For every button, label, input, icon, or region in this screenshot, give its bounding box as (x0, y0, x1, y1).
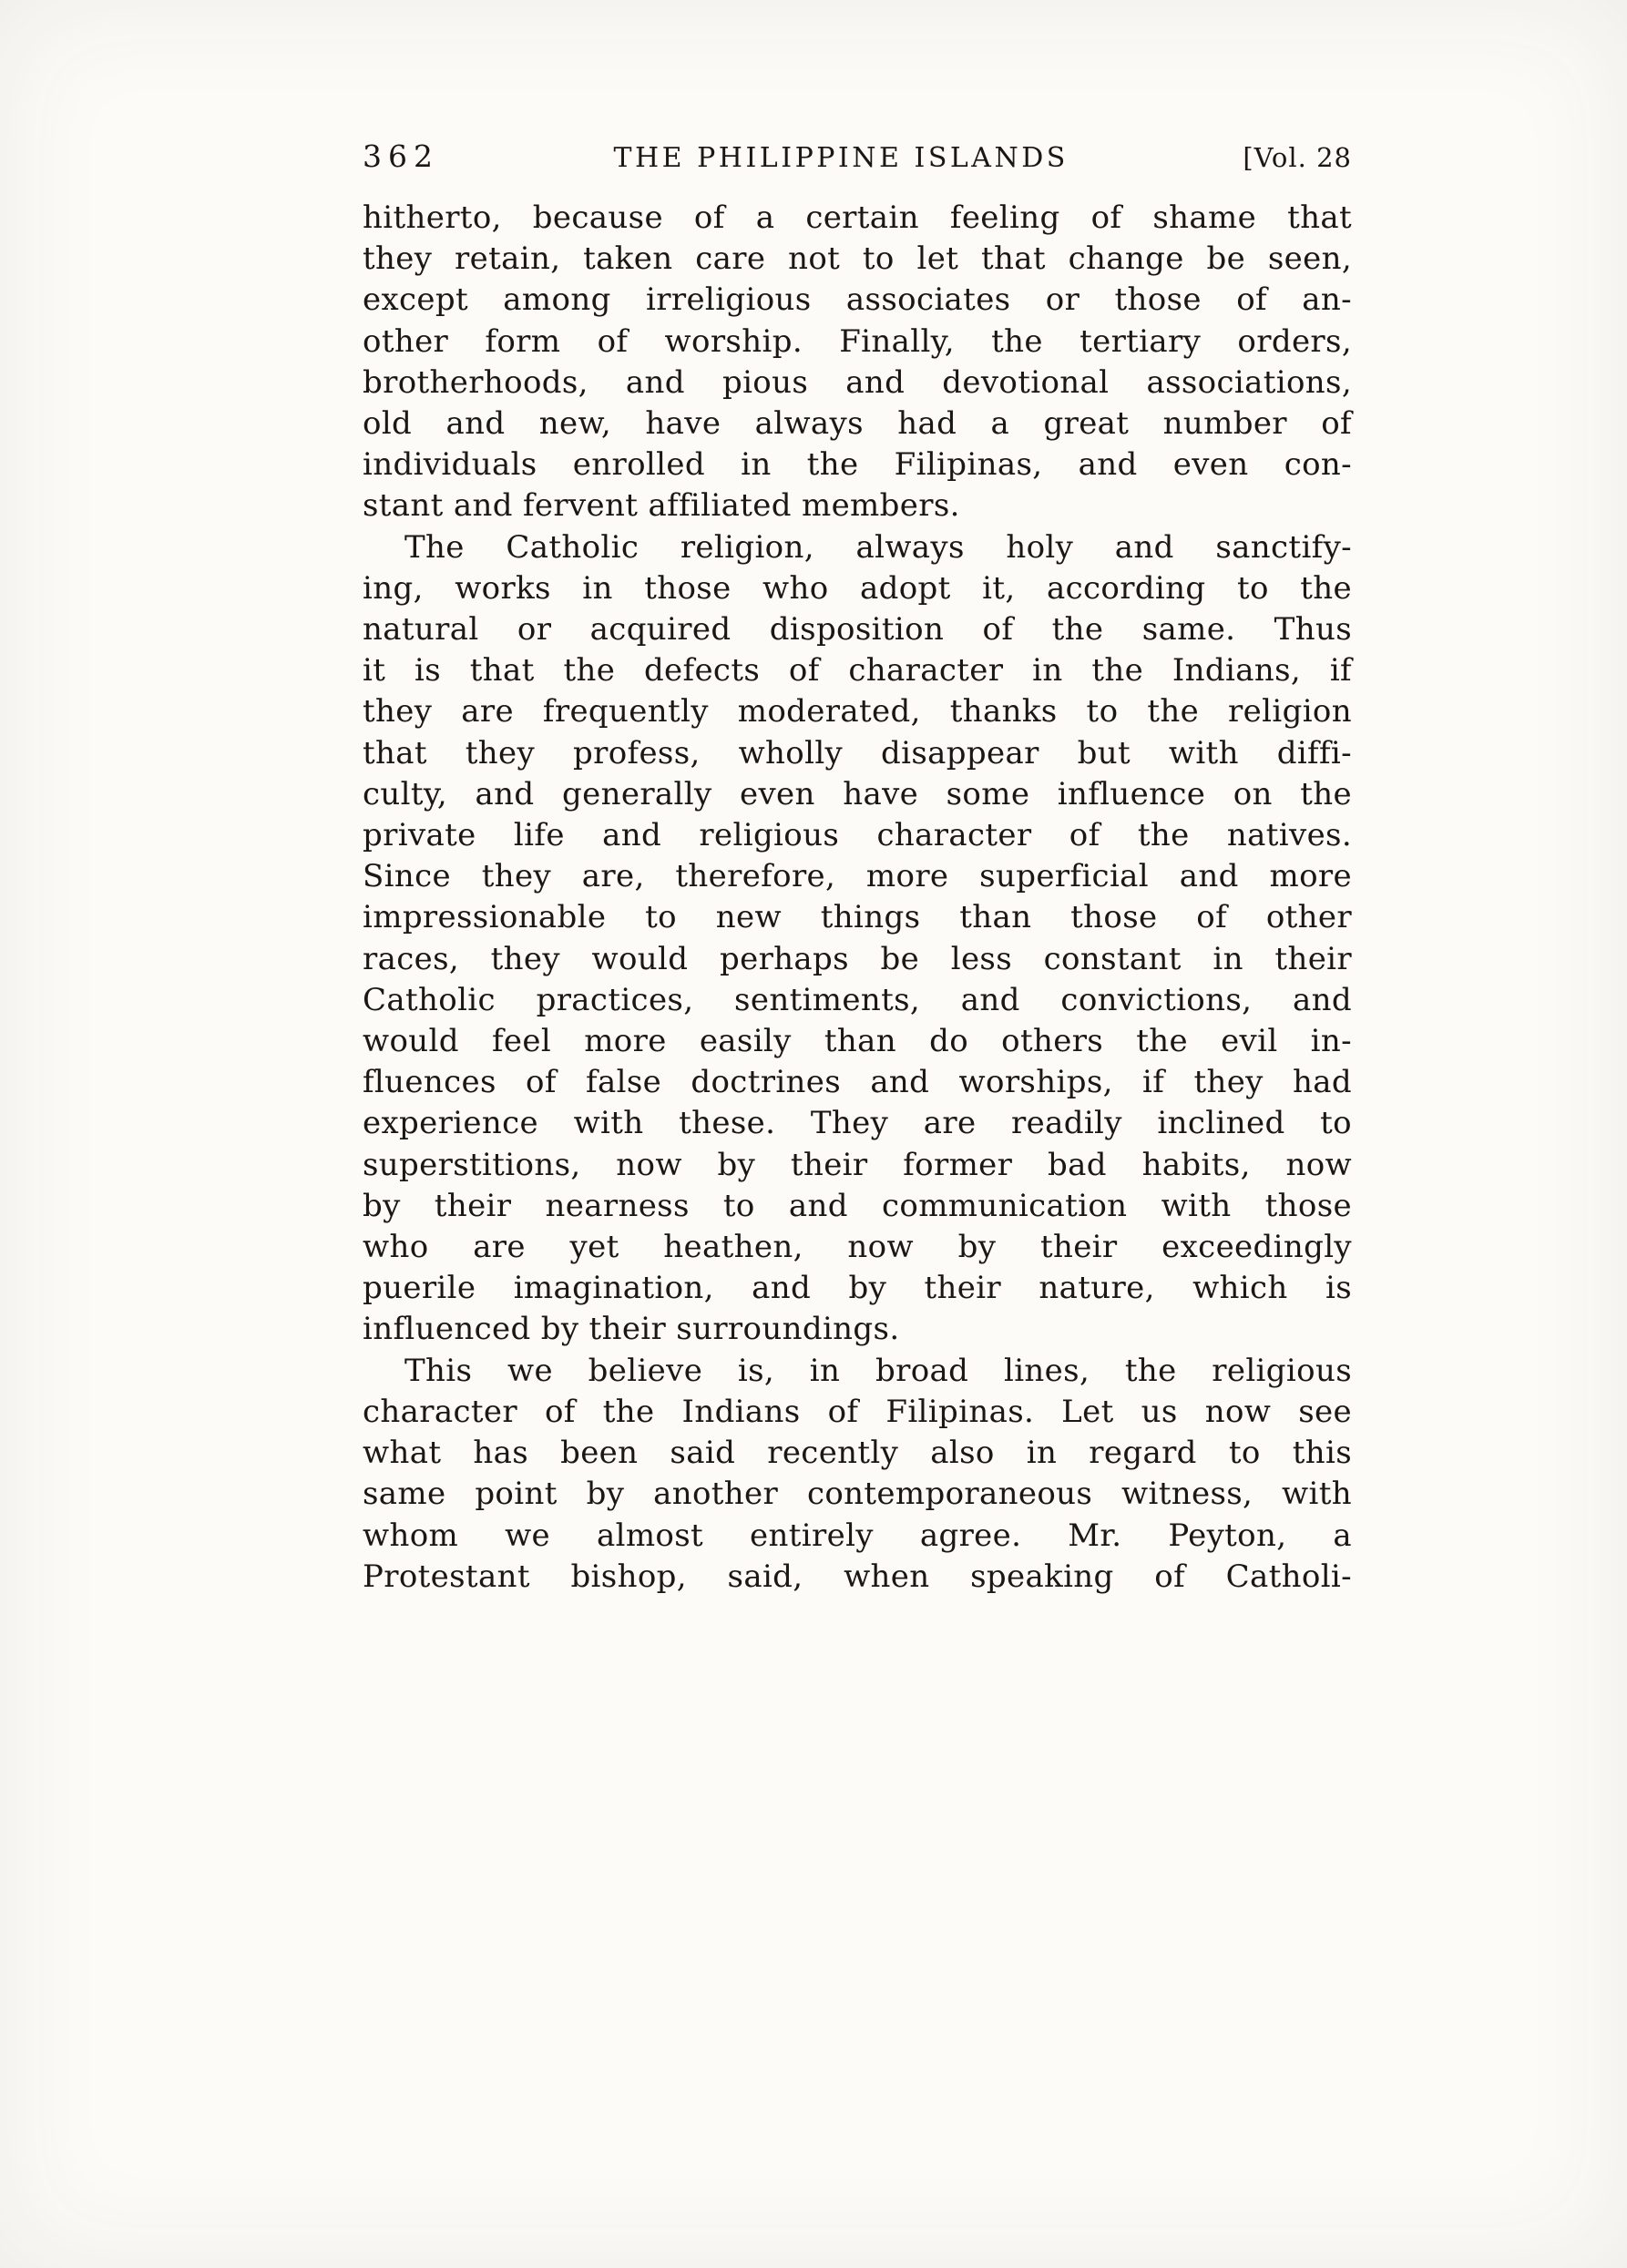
text-line: who are yet heathen, now by their exceedingly (363, 1229, 1352, 1266)
text-line: puerile imagination, and by their nature, which is (363, 1270, 1352, 1307)
text-line: culty, and generally even have some influence on the (363, 775, 1352, 812)
text-line: individuals enrolled in the Filipinas, and even con- (363, 446, 1352, 484)
paragraph (363, 198, 1352, 527)
text-line: experience with these. They are readily inclined to (363, 1105, 1352, 1142)
text-line: would feel more easily than do others the evil in- (363, 1023, 1352, 1060)
paragraph (363, 1351, 1352, 1598)
text-line: impressionable to new things than those of other (363, 899, 1352, 936)
text-line: what has been said recently also in regard to this (363, 1435, 1352, 1472)
text-line: old and new, have always had a great number of (363, 405, 1352, 443)
text-line: private life and religious character of the natives. (363, 817, 1352, 854)
text-line: Protestant bishop, said, when speaking of Catholi- (363, 1558, 1352, 1595)
text-line: except among irreligious associates or those of an- (363, 281, 1352, 319)
text-line: races, they would perhaps be less constant in their (363, 940, 1352, 977)
text-line: natural or acquired disposition of the same. Thus (363, 611, 1352, 649)
text-line: it is that the defects of character in the Indians, if (363, 652, 1352, 690)
text-line: character of the Indians of Filipinas. Let us now see (363, 1393, 1352, 1430)
text-line: fluences of false doctrines and worships, if they had (363, 1064, 1352, 1101)
text-line: they are frequently moderated, thanks to the religion (363, 693, 1352, 730)
text-line: ing, works in those who adopt it, according to the (363, 569, 1352, 607)
text-block (363, 138, 1352, 1598)
text-line: whom we almost entirely agree. Mr. Peyton, a (363, 1517, 1352, 1554)
text-line: hitherto, because of a certain feeling of shame that (363, 199, 1352, 236)
text-line: The Catholic religion, always holy and sanctify- (404, 528, 1352, 566)
text-line: brotherhoods, and pious and devotional associations, (363, 363, 1352, 401)
running-header (363, 138, 1352, 174)
text-line: This we believe is, in broad lines, the religious (404, 1352, 1352, 1389)
text-line: influenced by their surroundings. (363, 1311, 900, 1348)
text-line: by their nearness to and communication with those (363, 1187, 1352, 1224)
text-line: stant and fervent affiliated members. (363, 487, 960, 525)
volume-label: [Vol. 28 (1243, 142, 1352, 173)
page-body (363, 198, 1352, 1598)
text-line: Catholic practices, sentiments, and convictions, and (363, 981, 1352, 1018)
text-line: other form of worship. Finally, the tertiary orders, (363, 322, 1352, 360)
paragraph (363, 527, 1352, 1351)
text-line: they retain, taken care not to let that change be seen, (363, 240, 1352, 278)
text-line: Since they are, therefore, more superficial and more (363, 858, 1352, 895)
running-title: THE PHILIPPINE ISLANDS (613, 142, 1069, 174)
text-line: same point by another contemporaneous witness, with (363, 1476, 1352, 1513)
page-number: 362 (363, 138, 439, 174)
text-line: that they profess, wholly disappear but with diffi- (363, 734, 1352, 771)
text-line: superstitions, now by their former bad habits, now (363, 1146, 1352, 1183)
